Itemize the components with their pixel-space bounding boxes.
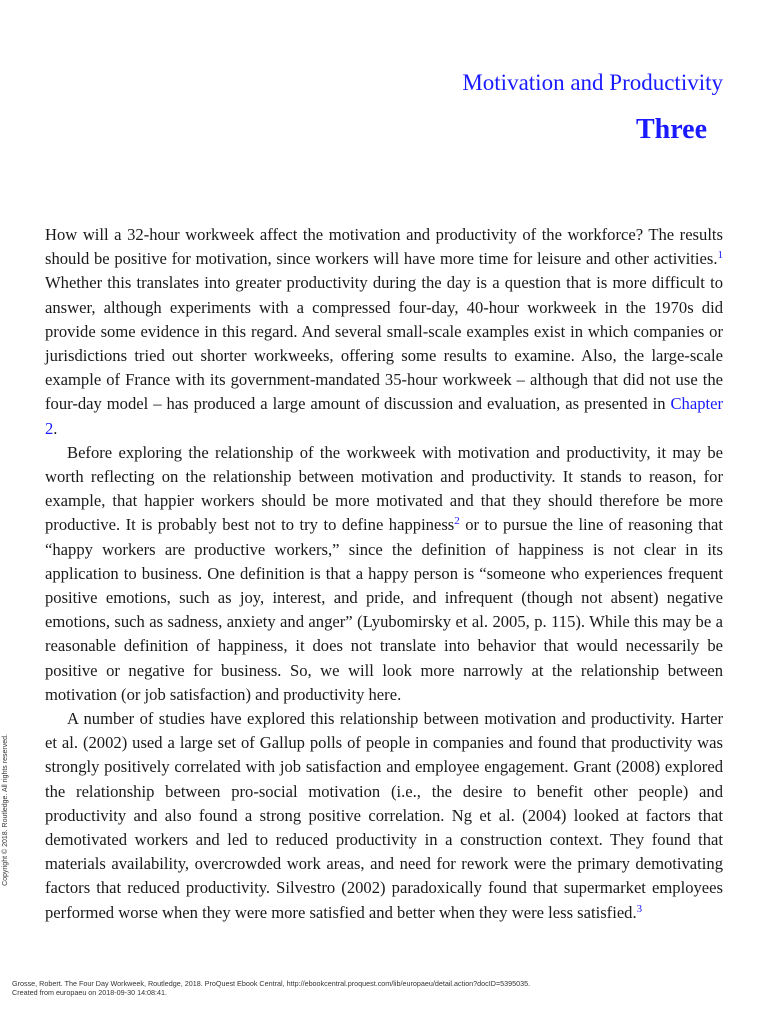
body-text — [45, 223, 723, 925]
footnote-ref-2[interactable]: 2 — [454, 515, 460, 528]
paragraph-2 — [45, 441, 723, 707]
footnote-ref-1[interactable]: 1 — [717, 249, 723, 262]
side-copyright-notice: Copyright © 2018. Routledge. All rights reserved. — [2, 734, 9, 886]
citation-footer — [12, 979, 530, 997]
chapter-title: Three — [635, 114, 707, 145]
paragraph-2-text-a: Before exploring the relationship of the workweek with motivation and productivity, it may be worth reflecting on the relationship between motivation and productivity. It stands to reason, for example, that happier workers should be more motivated and that they should therefore be more productive. It is probably best not to try to define happiness — [45, 442, 723, 535]
paragraph-1-text-c: . — [53, 418, 58, 438]
footnote-ref-3[interactable]: 3 — [636, 902, 643, 915]
citation-line: Grosse, Robert. The Four Day Workweek, Routledge, 2018. ProQuest Ebook Central, http://ebookcentral.proquest.com/lib/europaeu/detail.action?docID=5395035. — [12, 979, 531, 988]
created-line: Created from europaeu on 2018-09-30 14:08:41. — [12, 988, 168, 997]
paragraph-2-text-b: or to pursue the line of reasoning that “happy workers are productive workers,” since the definition of happiness is not clear in its application to business. One definition is that a happy person is “someone who experiences frequent positive emotions, such as joy, interest, and pride, and infrequent (though not absent) negative emotions, such as sadness, anxiety and anger” (Lyubomirsky et al. 2005, p. 115). While this may be a reasonable definition of happiness, it does not translate into behavior that would necessarily be positive or negative for business. So, we will look more narrowly at the relationship between motivation (or job satisfaction) and productivity here. — [45, 515, 724, 704]
paragraph-1-text-b: Whether this translates into greater productivity during the day is a question that is more difficult to answer, although experiments with a compressed four-day, 40-hour workweek in the 1970s did provide some evidence in this regard. And several small-scale examples exist in which companies or jurisdictions tried out shorter workweeks, offering some results to examine. Also, the large-scale example of France with its government-mandated 35-hour workweek – although that did not use the four-day model – has produced a large amount of discussion and evaluation, as presented in — [45, 273, 723, 414]
paragraph-3 — [45, 707, 723, 925]
paragraph-1-text-a: How will a 32-hour workweek affect the motivation and productivity of the workforce? The results should be positive for motivation, since workers will have more time for leisure and other activities. — [45, 225, 723, 269]
chapter-subtitle: Motivation and Productivity — [462, 70, 723, 95]
paragraph-3-text-a: A number of studies have explored this relationship between motivation and productivity. Harter et al. (2002) used a large set of Gallup polls of people in companies and found that productivity was strongly positively correlated with job satisfaction and employee engagement. Grant (2008) explored the relationship between pro-social motivation (i.e., the desire to benefit other people) and productivity and also found a strong positive correlation. Ng et al. (2004) looked at factors that demotivated workers and led to reduced productivity in a construction context. They found that materials availability, overcrowded work areas, and need for rework were the primary demotivating factors that reduced productivity. Silvestro (2002) paradoxically found that supermarket employees performed worse when they were more satisfied and better when they were less satisfied. — [45, 709, 723, 922]
paragraph-1 — [45, 223, 723, 441]
chapter-2-link[interactable]: Chapter 2 — [45, 394, 723, 438]
